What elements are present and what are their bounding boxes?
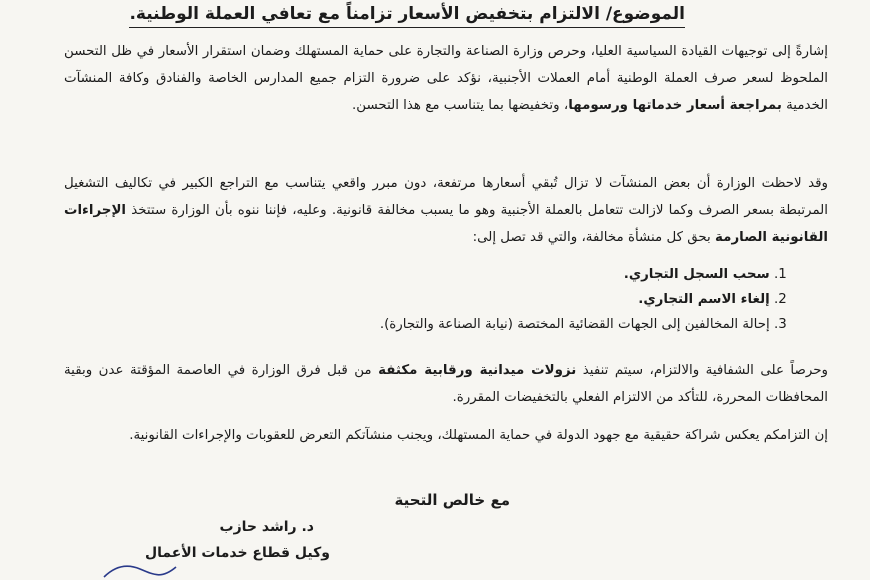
paragraph-4 bbox=[64, 422, 828, 449]
paragraph-3-emphasis: نزولات ميدانية ورقابية مكثفة bbox=[378, 363, 577, 378]
paragraph-3-text: وحرصاً على الشفافية والالتزام، سيتم تنفيذ bbox=[576, 363, 828, 378]
signature-mark bbox=[100, 555, 180, 580]
list-item bbox=[380, 287, 800, 312]
paragraph-1 bbox=[64, 38, 828, 119]
closing-greeting: مع خالص التحية bbox=[394, 491, 510, 509]
list-item-text: سحب السجل التجاري. bbox=[623, 267, 770, 282]
list-item-number: .1 bbox=[774, 267, 787, 282]
paragraph-1-emphasis: بمراجعة أسعار خدماتها ورسومها bbox=[568, 98, 782, 113]
paragraph-1-text: إشارةً إلى توجيهات القيادة السياسية العليا، وحرص وزارة الصناعة والتجارة على حماية المستهلك وضمان استقرار الأسعار في ظل التحسن الملحوظ لسعر صرف العملة الوطنية أمام العملات الأجنبية، نؤكد على ضرورة التزام جميع المدارس الخاصة والفنادق وكافة المنشآت الخدمية bbox=[64, 44, 828, 113]
subject-line: الموضوع/ الالتزام بتخفيض الأسعار تزامناً مع تعافي العملة الوطنية. bbox=[129, 4, 685, 28]
signatory-name: د. راشد حازب bbox=[219, 519, 314, 535]
signatory-title: وكيل قطاع خدمات الأعمال bbox=[144, 545, 330, 561]
list-item bbox=[380, 262, 800, 287]
paragraph-3 bbox=[64, 357, 828, 411]
list-item bbox=[380, 312, 800, 337]
paragraph-2-text: وقد لاحظت الوزارة أن بعض المنشآت لا تزال تُبقي أسعارها مرتفعة، دون مبرر واقعي يتناسب مع التراجع الكبير في تكاليف التشغيل المرتبطة بسعر الصرف وكما لازالت تتعامل بالعملة الأجنبية وهو ما يسبب مخالفة قانونية. وعليه، فإننا ننوه بأن الوزارة ستتخذ bbox=[64, 176, 828, 218]
paragraph-2-emphasis: الإجراءات القانونية الصارمة bbox=[64, 203, 828, 245]
paragraph-2 bbox=[64, 170, 828, 251]
list-item-number: .2 bbox=[774, 292, 787, 307]
paragraph-1-end: ، وتخفيضها بما يتناسب مع هذا التحسن. bbox=[352, 98, 569, 113]
penalty-list bbox=[380, 262, 800, 337]
list-item-text: إلغاء الاسم التجاري. bbox=[638, 292, 770, 307]
list-item-number: .3 bbox=[774, 317, 787, 332]
paragraph-2-end: بحق كل منشأة مخالفة، والتي قد تصل إلى: bbox=[472, 230, 716, 245]
list-item-text: إحالة المخالفين إلى الجهات القضائية المختصة (نيابة الصناعة والتجارة). bbox=[379, 317, 770, 332]
paragraph-4-text: إن التزامكم يعكس شراكة حقيقية مع جهود الدولة في حماية المستهلك، ويجنب منشآتكم التعرض للعقوبات والإجراءات القانونية. bbox=[129, 428, 828, 443]
paragraph-3-end: من قبل فرق الوزارة في العاصمة المؤقتة عدن وبقية المحافظات المحررة، للتأكد من الالتزام الفعلي بالتخفيضات المقررة. bbox=[64, 363, 828, 405]
